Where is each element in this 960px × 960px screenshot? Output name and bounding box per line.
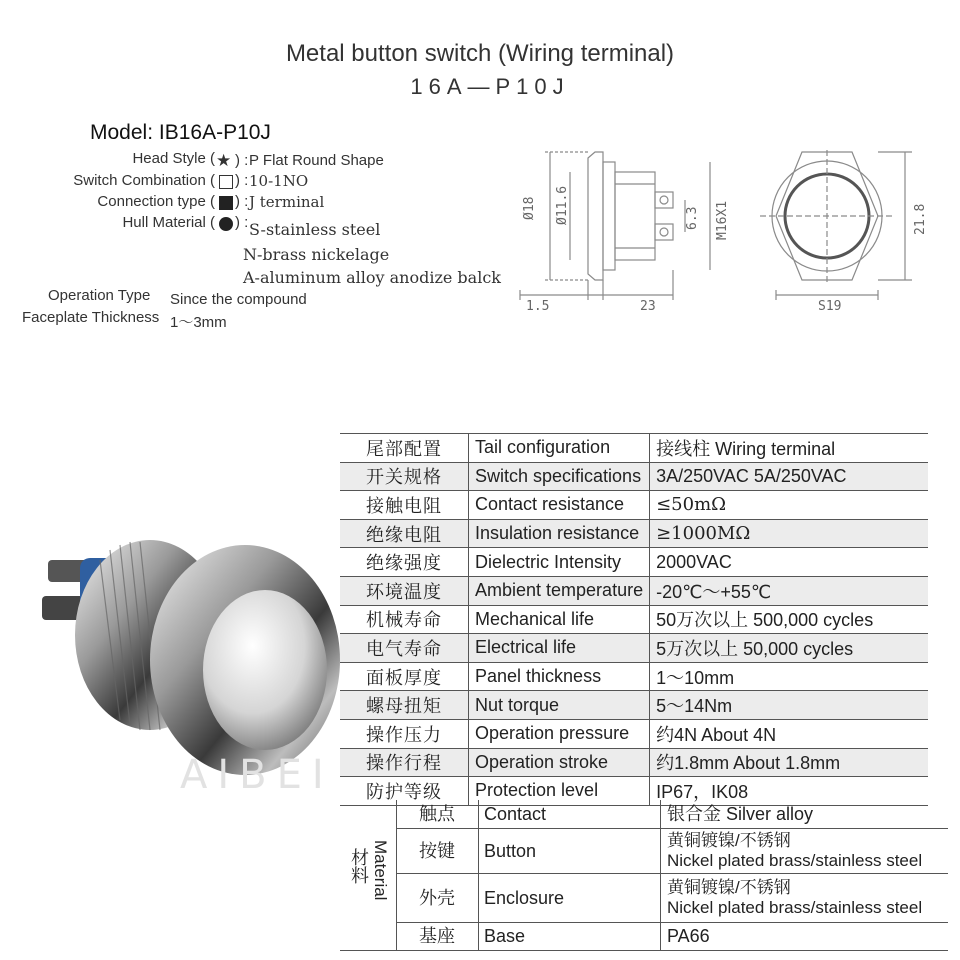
table-row: 螺母扭矩 Nut torque 5～14Nm <box>340 691 928 720</box>
circle-filled-icon <box>219 217 233 231</box>
dim-diameter-11-6: Ø11.6 <box>555 185 570 225</box>
spec-table <box>340 433 928 806</box>
dim-21-8: 21.8 <box>913 203 928 235</box>
table-row: 面板厚度 Panel thickness 1～10mm <box>340 662 928 691</box>
table-row: 绝缘强度 Dielectric Intensity 2000VAC <box>340 548 928 577</box>
table-row: 绝缘电阻 Insulation resistance ≥1000MΩ <box>340 519 928 548</box>
dim-23: 23 <box>640 299 656 314</box>
material-group-en: Material <box>371 840 390 901</box>
material-group-label <box>340 800 397 951</box>
faceplate-thickness-value: 1～3mm <box>170 314 227 331</box>
square-outline-icon <box>219 175 233 189</box>
table-row: 基座 Base PA66 <box>396 923 948 951</box>
spec-switch-combination: Switch Combination ( ) : 10-1NO <box>73 172 309 190</box>
material-section <box>340 800 948 950</box>
table-row: 按键 Button 黄铜镀镍/不锈钢 Nickel plated brass/stainless steel <box>396 829 948 874</box>
spec-value: S-stainless steel <box>249 220 381 239</box>
table-row: 防护等级 Protection level IP67，IK08 <box>340 777 928 806</box>
table-row: 接触电阻 Contact resistance ≤50mΩ <box>340 491 928 520</box>
page-title: Metal button switch (Wiring terminal) <box>285 40 675 67</box>
dim-terminal-6-3: 6.3 <box>685 206 700 230</box>
table-row: 操作压力 Operation pressure 约4N About 4N <box>340 719 928 748</box>
operation-type-value: Since the compound <box>170 291 307 308</box>
spec-hull-material: Hull Material ( ) : S-stainless steel <box>122 214 381 239</box>
table-row: 尾部配置 Tail configuration 接线柱 Wiring terminal <box>340 434 928 463</box>
spec-label: Head Style ( <box>132 150 215 167</box>
dimension-drawing <box>500 140 940 315</box>
spec-value: 10-1NO <box>249 172 309 190</box>
table-row: 外壳 Enclosure 黄铜镀镍/不锈钢 Nickel plated brass/stainless steel <box>396 874 948 923</box>
material-group-cn: 材料 <box>349 848 369 884</box>
watermark-logo: AIBEI <box>180 752 334 790</box>
table-row: 开关规格 Switch specifications 3A/250VAC 5A/250VAC <box>340 462 928 491</box>
spec-label: Connection type ( <box>97 193 215 210</box>
table-row: 环境温度 Ambient temperature -20℃～+55℃ <box>340 576 928 605</box>
spec-value: P Flat Round Shape <box>249 152 384 169</box>
model-label: Model: IB16A-P10J <box>90 121 271 144</box>
spec-connection-type: Connection type ( ) : J terminal <box>97 193 325 211</box>
dim-s19: S19 <box>818 299 842 314</box>
table-row: 操作行程 Operation stroke 约1.8mm About 1.8mm <box>340 748 928 777</box>
spec-head-style: Head Style ( ★ ) : P Flat Round Shape <box>132 150 384 170</box>
table-row: 电气寿命 Electrical life 5万次以上 50,000 cycles <box>340 634 928 663</box>
spec-label: Switch Combination ( <box>73 172 215 189</box>
table-row: 触点 Contact 银合金 Silver alloy <box>396 800 948 829</box>
operation-type-label: Operation Type <box>48 287 151 304</box>
model-code-subtitle: 16A—P10J <box>410 74 570 99</box>
faceplate-thickness-label: Faceplate Thickness <box>22 309 160 326</box>
dim-1-5: 1.5 <box>526 299 550 314</box>
table-row: 机械寿命 Mechanical life 50万次以上 500,000 cycles <box>340 605 928 634</box>
square-filled-icon <box>219 196 233 210</box>
dim-thread-m16: M16X1 <box>715 200 730 240</box>
material-option-brass: N-brass nickelage <box>243 245 390 264</box>
dim-diameter-18: Ø18 <box>522 196 537 220</box>
spec-value: J terminal <box>249 193 325 211</box>
star-icon: ★ <box>216 151 232 170</box>
product-photo-button-switch <box>30 520 340 790</box>
spec-label: Hull Material ( <box>122 214 215 231</box>
material-option-aluminum: A-aluminum alloy anodize balck <box>243 268 501 287</box>
